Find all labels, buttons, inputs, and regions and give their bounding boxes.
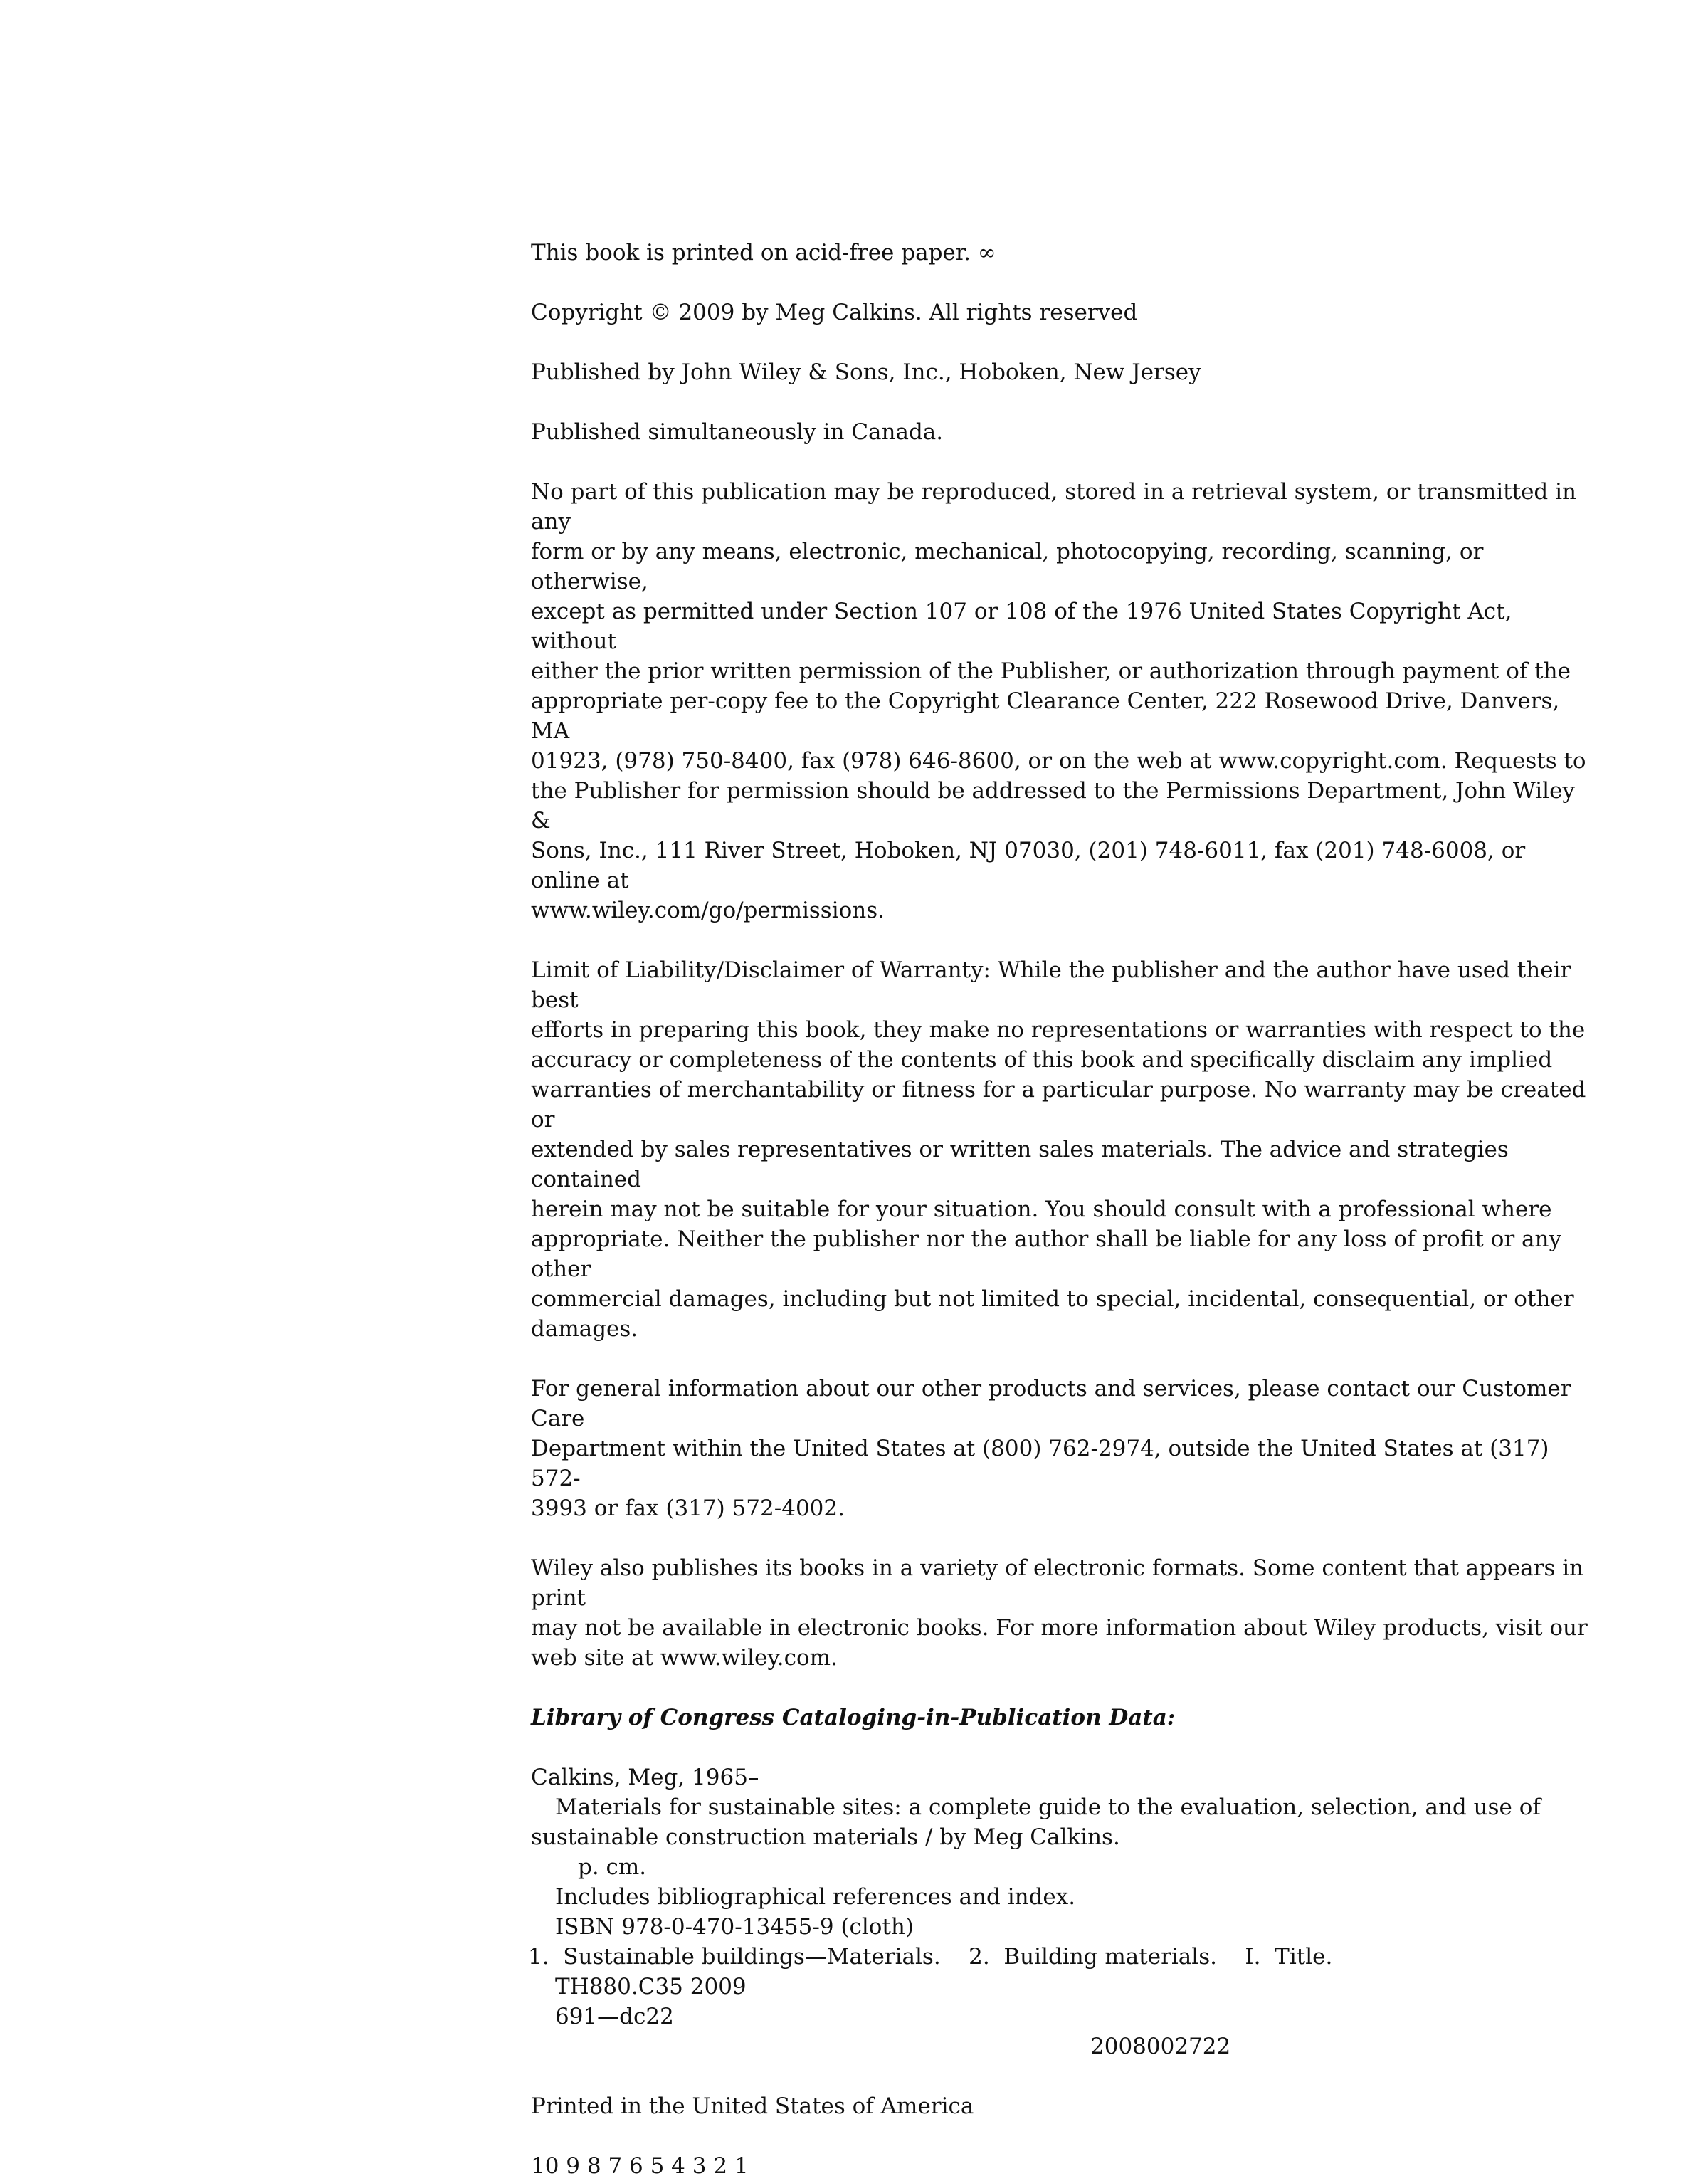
printed-in-line: Printed in the United States of America [531, 2093, 974, 2119]
text-line: may not be available in electronic books. For more information about Wiley products, visit our [531, 1615, 1588, 1641]
text-line: 01923, (978) 750-8400, fax (978) 646-8600, or on the web at www.copyright.com. Requests to [531, 748, 1586, 774]
text-line: No part of this publication may be reproduced, stored in a retrieval system, or transmitted in any [531, 479, 1577, 535]
text-line: appropriate per-copy fee to the Copyright Clearance Center, 222 Rosewood Drive, Danvers, MA [531, 688, 1560, 744]
electronic-formats-paragraph [531, 1553, 1591, 1673]
text-line: either the prior written permission of the Publisher, or authorization through payment of the [531, 658, 1571, 684]
cip-block [528, 1762, 1591, 2061]
copyright-line: Copyright © 2009 by Meg Calkins. All rights reserved [531, 300, 1138, 325]
cip-isbn: ISBN 978-0-470-13455-9 (cloth) [555, 1914, 914, 1940]
text-line: For general information about our other products and services, please contact our Customer Care [531, 1376, 1571, 1431]
text-line: Department within the United States at (800) 762-2974, outside the United States at (317) 572- [531, 1436, 1549, 1491]
liability-paragraph [531, 955, 1591, 1344]
cip-lccn: 2008002722 [1090, 2034, 1231, 2059]
canada-line: Published simultaneously in Canada. [531, 419, 944, 445]
cip-title-line: sustainable construction materials / by Meg Calkins. [531, 1824, 1120, 1850]
text-line: web site at www.wiley.com. [531, 1645, 838, 1671]
text-line: warranties of merchantability or fitness for a particular purpose. No warranty may be created or [531, 1077, 1586, 1132]
text-line: commercial damages, including but not limited to special, incidental, consequential, or other [531, 1286, 1574, 1312]
text-line: Limit of Liability/Disclaimer of Warranty: While the publisher and the author have used their best [531, 957, 1571, 1013]
text-line: form or by any means, electronic, mechanical, photocopying, recording, scanning, or otherwise, [531, 539, 1484, 594]
cip-pcm: p. cm. [578, 1854, 647, 1880]
cip-title-line: Materials for sustainable sites: a complete guide to the evaluation, selection, and use of [555, 1794, 1541, 1820]
text-line: except as permitted under Section 107 or 108 of the 1976 United States Copyright Act, without [531, 599, 1512, 654]
print-line: 10 9 8 7 6 5 4 3 2 1 [531, 2153, 749, 2179]
text-line: efforts in preparing this book, they make no representations or warranties with respect to the [531, 1017, 1586, 1043]
publisher-line: Published by John Wiley & Sons, Inc., Hoboken, New Jersey [531, 359, 1201, 385]
acid-free-notice: This book is printed on acid-free paper. ∞ [531, 240, 996, 266]
cip-includes: Includes bibliographical references and index. [555, 1884, 1076, 1910]
text-line: accuracy or completeness of the contents of this book and specifically disclaim any implied [531, 1047, 1553, 1073]
text-line: www.wiley.com/go/permissions. [531, 898, 885, 923]
cip-dewey: 691—dc22 [555, 2004, 674, 2029]
text-line: Sons, Inc., 111 River Street, Hoboken, NJ 07030, (201) 748-6011, fax (201) 748-6008, or online at [531, 838, 1526, 893]
text-line: the Publisher for permission should be addressed to the Permissions Department, John Wiley & [531, 778, 1575, 834]
copyright-page [528, 238, 1591, 2181]
permissions-paragraph [531, 477, 1591, 925]
cip-heading: Library of Congress Cataloging-in-Publication Data: [531, 1705, 1176, 1730]
general-info-paragraph [531, 1374, 1591, 1523]
cip-call-number: TH880.C35 2009 [555, 1974, 747, 1999]
text-line: extended by sales representatives or written sales materials. The advice and strategies contained [531, 1137, 1509, 1192]
text-line: Wiley also publishes its books in a variety of electronic formats. Some content that appears in print [531, 1555, 1584, 1611]
text-line: appropriate. Neither the publisher nor the author shall be liable for any loss of profit or any other [531, 1226, 1562, 1282]
text-line: herein may not be suitable for your situation. You should consult with a professional where [531, 1197, 1552, 1222]
cip-subjects: 1. Sustainable buildings—Materials. 2. Building materials. I. Title. [528, 1944, 1333, 1970]
text-line: 3993 or fax (317) 572-4002. [531, 1496, 845, 1521]
text-line: damages. [531, 1316, 638, 1342]
cip-author: Calkins, Meg, 1965– [531, 1765, 759, 1790]
